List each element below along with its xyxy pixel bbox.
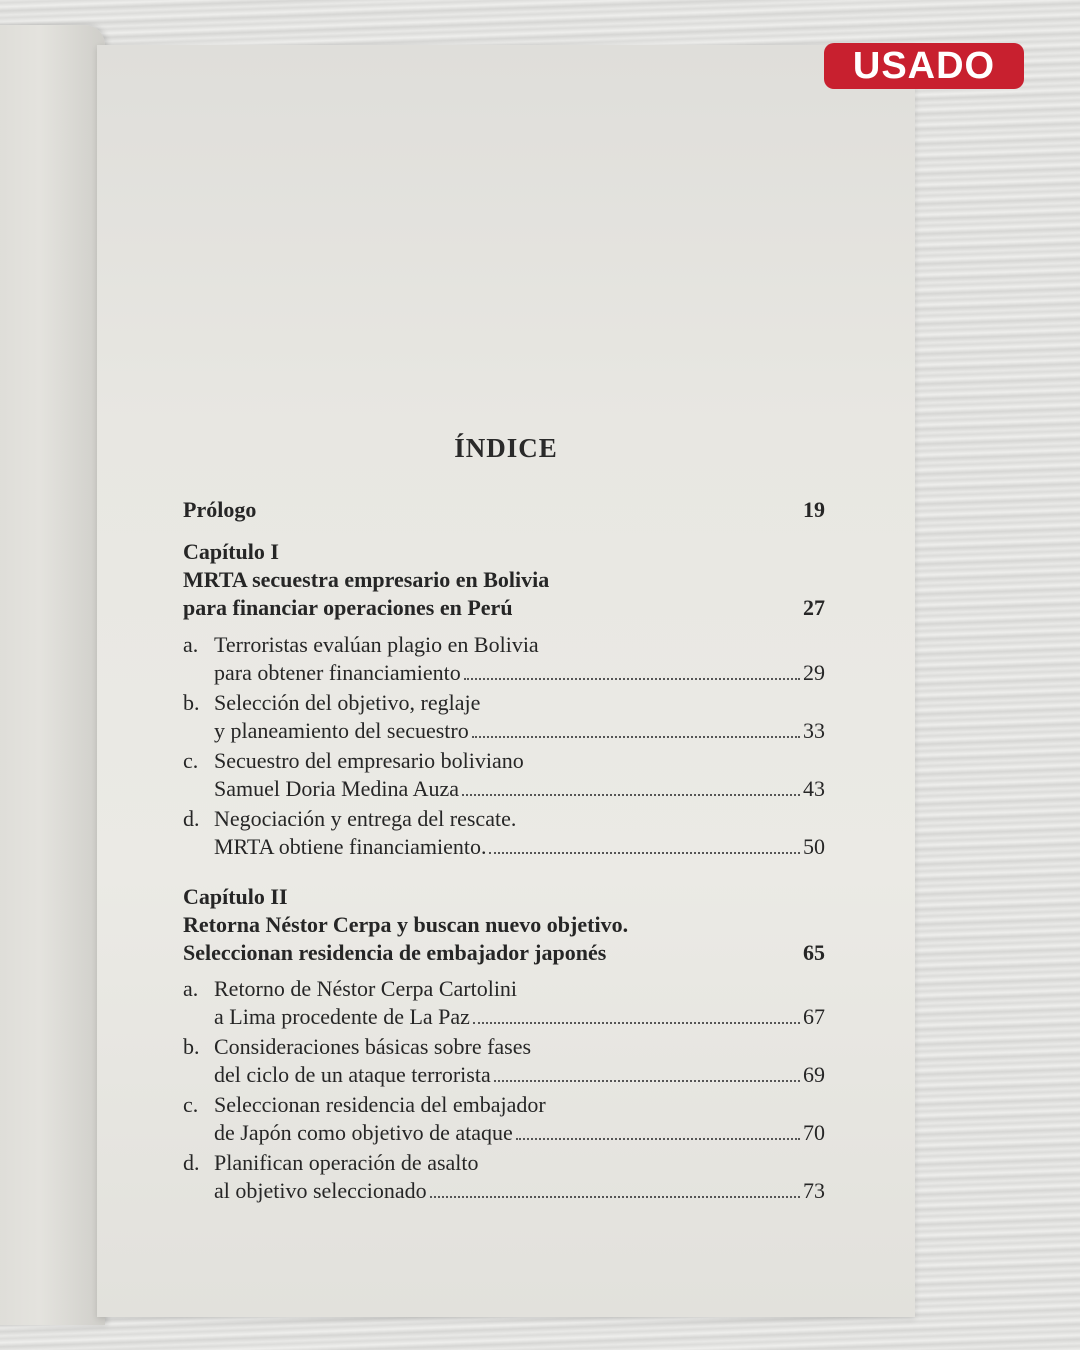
dot-leader (462, 794, 800, 796)
item-page: 73 (803, 1178, 825, 1203)
item-letter: a. (183, 632, 199, 657)
chapter1-title-line2: para financiar operaciones en Perú (183, 595, 513, 620)
item-page: 43 (803, 776, 825, 801)
item-title-line2: para obtener financiamiento (214, 660, 461, 685)
item-title-line2: MRTA obtiene financiamiento. (214, 834, 487, 859)
item-title-line1: Planifican operación de asalto (214, 1150, 479, 1175)
toc-prologue (183, 496, 825, 524)
item-page: 33 (803, 718, 825, 743)
dot-leader (430, 1196, 800, 1198)
prologue-title: Prólogo (183, 497, 257, 522)
dot-leader (516, 1138, 800, 1140)
item-letter: b. (183, 690, 200, 715)
item-letter: c. (183, 748, 199, 773)
dot-leader (494, 1080, 800, 1082)
dot-leader (464, 678, 800, 680)
index-title: ÍNDICE (454, 433, 558, 463)
item-title-line1: Retorno de Néstor Cerpa Cartolini (214, 976, 518, 1001)
item-letter: b. (183, 1034, 200, 1059)
chapter2-label: Capítulo II (183, 884, 288, 909)
chapter2-title-line2: Seleccionan residencia de embajador japonés (183, 940, 607, 965)
item-title-line2: del ciclo de un ataque terrorista (214, 1062, 491, 1087)
chapter2-page: 65 (803, 940, 825, 965)
item-title-line2: Samuel Doria Medina Auza (214, 776, 459, 801)
item-page: 29 (803, 660, 825, 685)
chapter1-page: 27 (803, 595, 825, 620)
item-letter: c. (183, 1092, 199, 1117)
chapter1-label: Capítulo I (183, 539, 279, 564)
dot-leader (489, 852, 800, 854)
item-letter: d. (183, 1150, 200, 1175)
item-title-line1: Selección del objetivo, reglaje (214, 690, 481, 715)
chapter2-heading (183, 883, 825, 967)
item-page: 50 (803, 834, 825, 859)
item-title-line1: Consideraciones básicas sobre fases (214, 1034, 532, 1059)
item-title-line2: y planeamiento del secuestro (214, 718, 469, 743)
item-page: 70 (803, 1120, 825, 1145)
item-title-line1: Negociación y entrega del rescate. (214, 806, 517, 831)
left-book-page (0, 25, 105, 1325)
item-letter: d. (183, 806, 200, 831)
item-title-line1: Secuestro del empresario boliviano (214, 748, 524, 773)
dot-leader (472, 736, 800, 738)
prologue-page: 19 (803, 497, 825, 522)
chapter2-title-line1: Retorna Néstor Cerpa y buscan nuevo objetivo. (183, 912, 629, 937)
item-title-line1: Terroristas evalúan plagio en Bolivia (214, 632, 539, 657)
item-title-line2: al objetivo seleccionado (214, 1178, 427, 1203)
item-title-line1: Seleccionan residencia del embajador (214, 1092, 546, 1117)
chapter1-heading (183, 538, 825, 622)
used-badge: USADO (824, 43, 1024, 89)
chapter1-title-line1: MRTA secuestra empresario en Bolivia (183, 567, 550, 592)
item-page: 69 (803, 1062, 825, 1087)
dot-leader (473, 1022, 800, 1024)
item-title-line2: a Lima procedente de La Paz (214, 1004, 470, 1029)
item-page: 67 (803, 1004, 825, 1029)
item-letter: a. (183, 976, 199, 1001)
item-title-line2: de Japón como objetivo de ataque (214, 1120, 513, 1145)
